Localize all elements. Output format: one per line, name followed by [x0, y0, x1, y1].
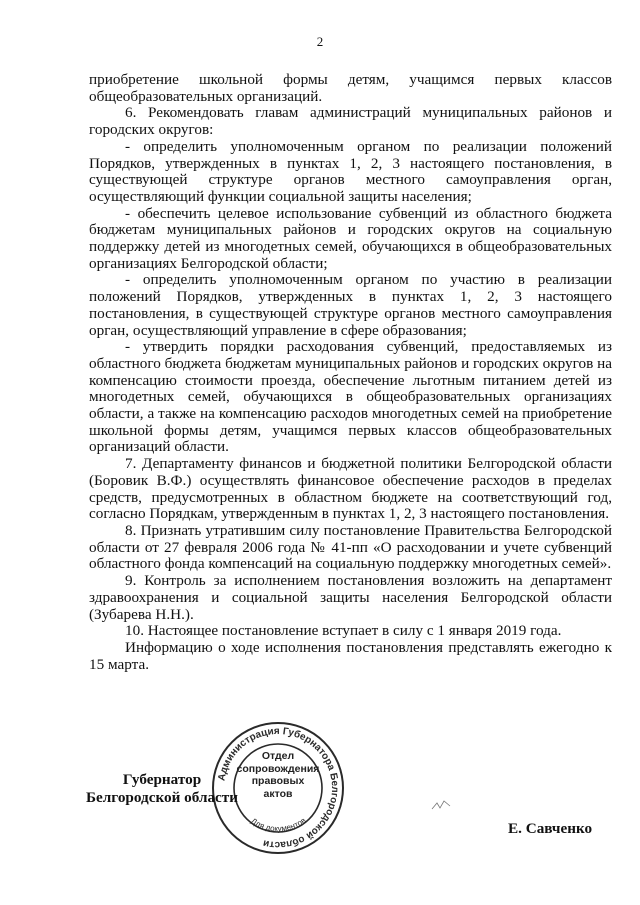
- paragraph: 6. Рекомендовать главам администраций муниципальных районов и городских округов:: [89, 104, 612, 139]
- signatory-title: [86, 771, 238, 807]
- paragraph: 7. Департаменту финансов и бюджетной политики Белгородской области (Боровик В.Ф.) осуществлять финансовое обеспечение расходов в пределах средств, предусмотренных в областном бюджете на соответствующий год, согласно Порядкам, утвержденным в пунктах 1, 2, 3 настоящего постановления.: [89, 455, 612, 523]
- paragraph: - утвердить порядки расходования субвенций, предоставляемых из областного бюджета бюджетам муниципальных районов и городских округов на компенсацию стоимости проезда, обеспечение льготным питанием детей из многодетных семей, обучающихся в общеобразовательных организациях области, а также на компенсацию расходов многодетных семей на приобретение школьной формы детям, учащимся первых классов общеобразовательных организаций области.: [89, 338, 612, 456]
- handwritten-signature-mark: [430, 797, 454, 813]
- paragraph: 9. Контроль за исполнением постановления возложить на департамент здравоохранения и социальной защиты населения Белгородской области (Зубарева Н.Н.).: [89, 572, 612, 623]
- paragraph: - определить уполномоченным органом по реализации положений Порядков, утвержденных в пунктах 1, 2, 3 настоящего постановления, в существующей структуре органов местного самоуправления орган, осуществляющий функции социальной защиты населения;: [89, 137, 612, 205]
- paragraph: 10. Настоящее постановление вступает в силу с 1 января 2019 года.: [125, 622, 562, 640]
- stamp-center-text: [230, 750, 326, 800]
- signatory-title-line2: Белгородской области: [86, 789, 239, 806]
- stamp-line: актов: [263, 787, 293, 800]
- page-number: 2: [316, 34, 324, 49]
- paragraph: - обеспечить целевое использование субвенций из областного бюджета бюджетам муниципальных районов и городских округов на социальную поддержку детей из многодетных семей, обучающихся в общеобразовательных организациях Белгородской области;: [89, 204, 612, 272]
- stamp-line: сопровождения: [236, 762, 320, 775]
- svg-text:Администрация Губернатора Белг: Администрация Губернатора Белгородской области: [216, 725, 341, 851]
- stamp-line: правовых: [251, 775, 305, 787]
- paragraph: - определить уполномоченным органом по участию в реализации положений Порядков, утвержденных в пунктах 1, 2, 3 настоящего постановления, в существующей структуре органов местного самоуправления орган, осуществляющий управление в сфере образования;: [89, 271, 612, 339]
- paragraph: Информацию о ходе исполнения постановления представлять ежегодно к 15 марта.: [89, 638, 612, 673]
- signatory-title-line1: Губернатор: [122, 771, 202, 788]
- signatory-name: Е. Савченко: [508, 820, 593, 837]
- paragraph: приобретение школьной формы детям, учащимся первых классов общеобразовательных организаций.: [89, 71, 612, 105]
- document-body: [89, 72, 612, 673]
- paragraph: 8. Признать утратившим силу постановление Правительства Белгородской области от 27 февраля 2006 года № 41-пп «О расходовании и учете субвенций областного фонда компенсаций на социальную поддержку многодетных семей».: [89, 521, 612, 573]
- svg-text:Для документов: Для документов: [249, 815, 308, 834]
- stamp-line: Отдел: [261, 750, 295, 762]
